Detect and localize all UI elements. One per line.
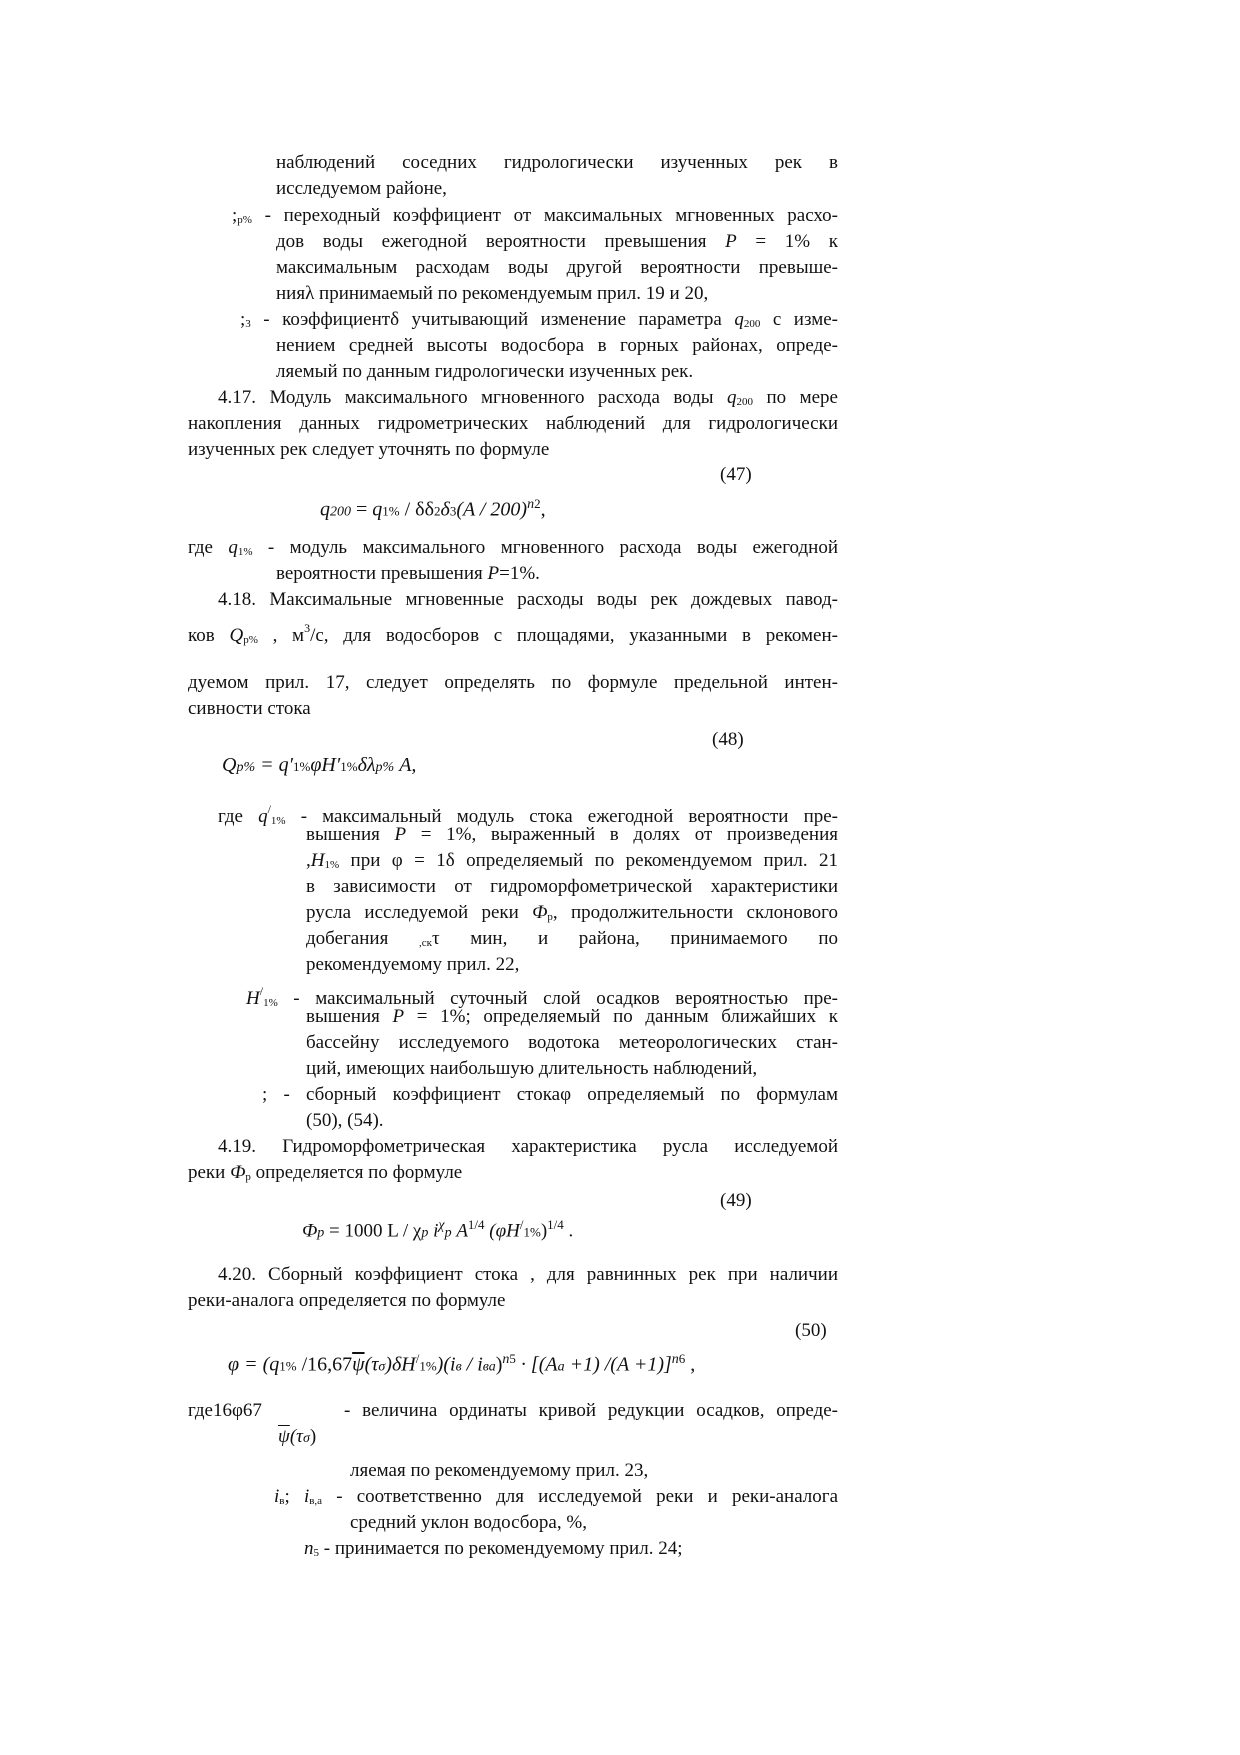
text-line: ляемый по данным гидрологически изученных рек.: [276, 361, 694, 382]
definition-line: iв; iв,а - соответственно для исследуемой реки и реки-аналога: [274, 1486, 839, 1507]
definition-line: ; - сборный коэффициент стокаφ определяемый по формулам: [262, 1084, 838, 1105]
text-line: в зависимости от гидроморфометрической характеристики: [306, 876, 838, 897]
paragraph-line: сивности стока: [188, 698, 311, 719]
paragraph-line: реки Фр определяется по формуле: [188, 1162, 463, 1183]
equation-number: (49): [720, 1190, 752, 1211]
definition-line: ;3 - коэффициентδ учитывающий изменение параметра q200 с изме-: [240, 309, 838, 330]
definition-line: где q1% - модуль максимального мгновенного расхода воды ежегодной: [188, 537, 838, 558]
definition-line: ;р% - переходный коэффициент от максимальных мгновенных расхо-: [232, 205, 838, 226]
formula-50: φ = (q1% $/16,67\overline{\psi}(\tau\sigma)\delta H^/1\%)(iв / iва)^{n5} \cdot [(Aa +1)$ /(A +1)]$^{n6}$ ,: [228, 1351, 696, 1376]
paragraph-line: изученных рек следует уточнять по формуле: [188, 439, 550, 460]
text-line: нияλ принимаемый по рекомендуемым прил. 19 и 20,: [276, 283, 709, 304]
text-line: максимальным расходам воды другой вероятности превыше-: [276, 257, 838, 278]
paragraph-line: 4.19. Гидроморфометрическая характеристика русла исследуемой: [218, 1136, 838, 1157]
definition-lead: где16φ67: [188, 1400, 262, 1421]
equation-number: (47): [720, 464, 752, 485]
paragraph-line: ков Qр% , $м^3/с$, для водосборов с площадями, указанными в рекомен-: [188, 621, 838, 646]
text-line: нением средней высоты водосбора в горных районах, опреде-: [276, 335, 838, 356]
equation-number: (48): [712, 729, 744, 750]
text-line: вышения Р = 1%; определяемый по данным ближайших к: [306, 1006, 838, 1027]
text-line: рекомендуемому прил. 22,: [306, 954, 520, 975]
text-line: дов воды ежегодной вероятности превышения Р = 1% к: [276, 231, 838, 252]
paragraph-line: дуемом прил. 17, следует определять по формуле предельной интен-: [188, 672, 838, 693]
text-line: вероятности превышения Р=1%.: [276, 563, 540, 584]
psi-tau-symbol: $\overline{\psi}(\tau\sigma)$: [278, 1426, 317, 1447]
formula-48: Qр% = q′1%φH′1%δλр% A,: [222, 754, 417, 776]
paragraph-line: 4.20. Сборный коэффициент стока , для равнинных рек при наличии: [218, 1264, 838, 1285]
paragraph-line: 4.17. Модуль максимального мгновенного расхода воды q200 по мере: [218, 387, 838, 408]
text-line: ,Н1% при φ = 1δ определяемый по рекомендуемом прил. 21: [306, 850, 838, 871]
paragraph-line: реки-аналога определяется по формуле: [188, 1290, 506, 1311]
text-line: русла исследуемой реки Фр, продолжительности склонового: [306, 902, 839, 923]
text-line: средний уклон водосбора, %,: [350, 1512, 587, 1533]
formula-49: Фр = 1000 L / χр $i^\chi р$ $A^{1/4}$ $(\varphi H^/1\%)^{1/4}$ .: [302, 1217, 574, 1242]
text-line: добегания ,скτ мин, и района, принимаемого по: [306, 928, 838, 949]
equation-number: (50): [795, 1320, 827, 1341]
paragraph-line: 4.18. Максимальные мгновенные расходы воды рек дождевых павод-: [218, 589, 838, 610]
definition-line: - величина ординаты кривой редукции осадков, опреде-: [344, 1400, 838, 1421]
definition-line: n5 - принимается по рекомендуемому прил. 24;: [304, 1538, 683, 1559]
definition-line: где q/1% - максимальный модуль стока ежегодной вероятности пре-: [218, 802, 838, 827]
formula-47: q200 = q1% / δδ2δ3(A / 200)$^{n2}$,: [320, 496, 546, 521]
text-line: наблюдений соседних гидрологически изученных рек в: [276, 152, 838, 173]
text-line: (50), (54).: [306, 1110, 384, 1131]
text-line: ций, имеющих наибольшую длительность наблюдений,: [306, 1058, 758, 1079]
text-line: ляемая по рекомендуемому прил. 23,: [350, 1460, 649, 1481]
text-line: бассейну исследуемого водотока метеорологических стан-: [306, 1032, 838, 1053]
paragraph-line: накопления данных гидрометрических наблюдений для гидрологически: [188, 413, 838, 434]
text-line: исследуемом районе,: [276, 178, 447, 199]
text-line: вышения Р = 1%, выраженный в долях от произведения: [306, 824, 838, 845]
definition-line: Н/1% - максимальный суточный слой осадков вероятностью пре-: [246, 984, 838, 1009]
